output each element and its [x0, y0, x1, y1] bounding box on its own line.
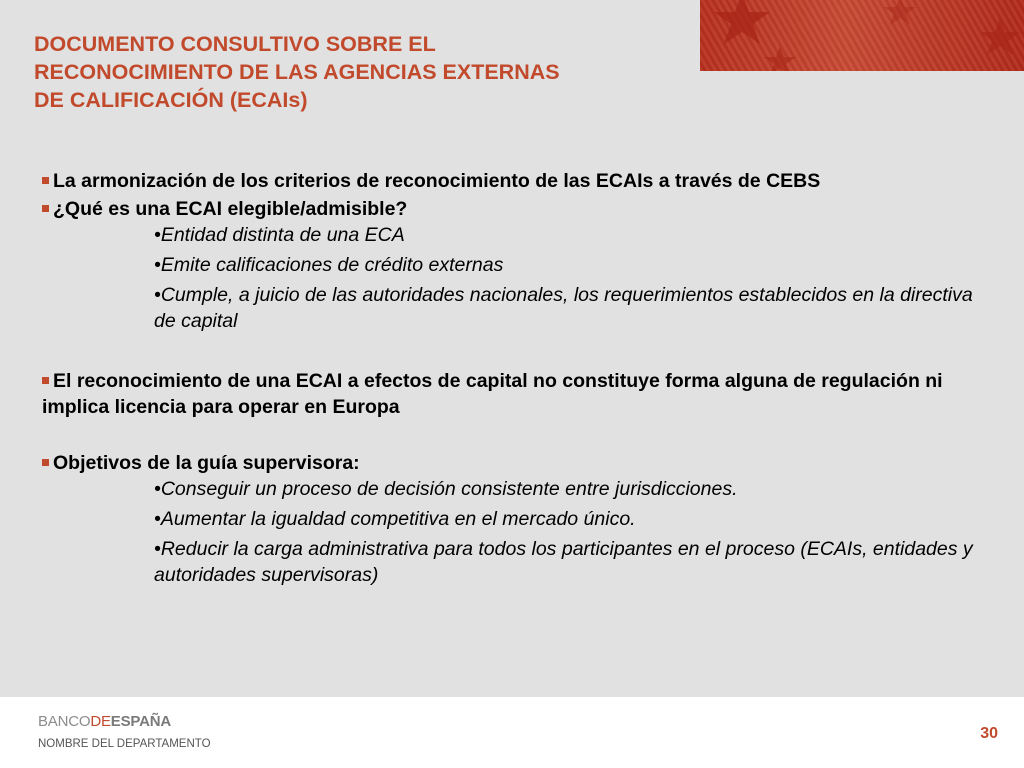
- square-bullet-icon: [42, 205, 49, 212]
- dot-bullet-icon: •: [154, 254, 161, 276]
- slide-footer: [0, 697, 1024, 768]
- department-name: NOMBRE DEL DEPARTAMENTO: [38, 738, 211, 750]
- sub-bullet-cumple: •Cumple, a juicio de las autoridades nacionales, los requerimientos establecidos en la directiva de capital: [154, 284, 973, 332]
- header-banner-image: [700, 0, 1024, 71]
- slide-content: [42, 168, 992, 592]
- bullet-objetivos: Objetivos de la guía supervisora:: [42, 450, 992, 476]
- sub-bullet-aumentar: •Aumentar la igualdad competitiva en el mercado único.: [154, 508, 636, 530]
- square-bullet-icon: [42, 177, 49, 184]
- page-number: 30: [980, 725, 998, 742]
- title-line-3: DE CALIFICACIÓN (ECAIs): [34, 88, 308, 112]
- stars-pattern-icon: [700, 0, 1024, 71]
- sub-bullet-reducir: •Reducir la carga administrativa para todos los participantes en el proceso (ECAIs, entidades y autoridades supervisoras): [154, 538, 973, 586]
- dot-bullet-icon: •: [154, 508, 161, 530]
- dot-bullet-icon: •: [154, 478, 161, 500]
- banco-de-espana-logo: BANCODEESPAÑA: [38, 713, 171, 730]
- title-line-1: DOCUMENTO CONSULTIVO SOBRE EL: [34, 32, 436, 56]
- sub-bullet-conseguir: •Conseguir un proceso de decisión consistente entre jurisdicciones.: [154, 478, 738, 500]
- bullet-reconocimiento: El reconocimiento de una ECAI a efectos de capital no constituye forma alguna de regulación ni implica licencia para operar en Europa: [42, 370, 943, 418]
- sub-bullet-emite: •Emite calificaciones de crédito externas: [154, 254, 504, 276]
- bullet-armonizacion: La armonización de los criterios de reconocimiento de las ECAIs a través de CEBS: [42, 168, 992, 194]
- square-bullet-icon: [42, 377, 49, 384]
- dot-bullet-icon: •: [154, 224, 161, 246]
- title-line-2: RECONOCIMIENTO DE LAS AGENCIAS EXTERNAS: [34, 60, 560, 84]
- bullet-que-es-ecai: ¿Qué es una ECAI elegible/admisible?: [42, 196, 992, 222]
- dot-bullet-icon: •: [154, 284, 161, 306]
- square-bullet-icon: [42, 459, 49, 466]
- sub-bullet-entidad: •Entidad distinta de una ECA: [154, 224, 405, 246]
- dot-bullet-icon: •: [154, 538, 161, 560]
- slide-title: [34, 30, 694, 114]
